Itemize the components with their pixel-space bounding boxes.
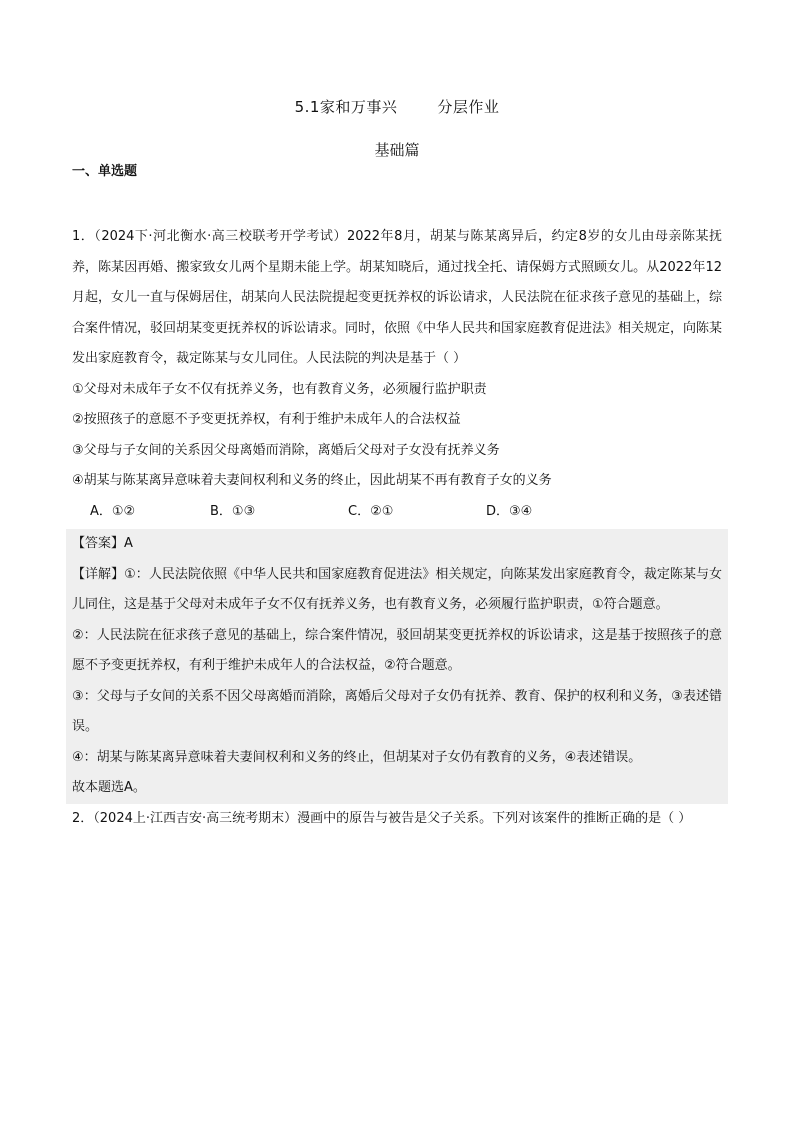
content-body [72, 222, 722, 834]
option-c: C．②① [348, 503, 394, 519]
question-1-statement-4: ④胡某与陈某离异意味着夫妻间权利和义务的终止，因此胡某不再有教育子女的义务 [72, 473, 552, 488]
level-subtitle: 基础篇 [374, 141, 420, 159]
question-1-options [72, 497, 722, 528]
answer-line: 【答案】A [72, 536, 133, 551]
option-a: A．①② [90, 503, 136, 519]
question-1-statement-3: ③父母与子女间的关系因父母离婚而消除，离婚后父母对子女没有抚养义务 [72, 442, 500, 458]
explanation-point-2: ②：人民法院在征求孩子意见的基础上，综合案件情况，驳回胡某变更抚养权的诉讼请求，这是基于按照孩子的意愿不予变更抚养权，有利于维护未成年人的合法权益，②符合题意。 [72, 627, 722, 673]
explanation-point-4: ④：胡某与陈某离异意味着夫妻间权利和义务的终止，但胡某对子女仍有教育的义务，④表述错误。 [72, 749, 642, 765]
question-1-stem: 1．（2024下·河北衡水·高三校联考开学考试）2022年8月，胡某与陈某离异后，约定8岁的女儿由母亲陈某抚养，陈某因再婚、搬家致女儿两个星期未能上学。胡某知晓后，通过找全托、请保姆方式照顾女儿。从2022年12月起，女儿一直与保姆居住，胡某向人民法院提起变更抚养权的诉讼请求，人民法院在征求孩子意见的基础上，综合案件情况，驳回胡某变更抚养权的诉讼请求。同时，依照《中华人民共和国家庭教育促进法》相关规定，向陈某发出家庭教育令，裁定陈某与女儿同住。人民法院的判决是基于（ ） [72, 229, 723, 366]
option-d: D．③④ [486, 503, 533, 519]
question-1-statement-2: ②按照孩子的意愿不予变更抚养权，有利于维护未成年人的合法权益 [72, 412, 461, 427]
question-1-statement-1: ①父母对未成年子女不仅有抚养义务，也有教育义务，必须履行监护职责 [72, 381, 487, 397]
explanation-conclusion: 故本题选A。 [72, 780, 146, 795]
question-2-stem: 2．（2024上·江西吉安·高三统考期末）漫画中的原告与被告是父子关系。下列对该案件的推断正确的是（ ） [72, 810, 692, 826]
document-title [0, 96, 794, 117]
answer-explanation-box [66, 529, 728, 804]
section-heading: 一、单选题 [72, 164, 138, 179]
option-b: B．①③ [210, 503, 256, 519]
explanation-point-3: ③：父母与子女间的关系不因父母离婚而消除，离婚后父母对子女仍有抚养、教育、保护的权利和义务，③表述错误。 [72, 688, 722, 734]
explanation-point-1: 【详解】①：人民法院依照《中华人民共和国家庭教育促进法》相关规定，向陈某发出家庭教育令，裁定陈某与女儿同住，这是基于父母对未成年子女不仅有抚养义务，也有教育义务，必须履行监护职责，①符合题意。 [72, 566, 722, 612]
title-suffix: 分层作业 [437, 98, 500, 116]
title-main: 5.1家和万事兴 [294, 98, 398, 116]
